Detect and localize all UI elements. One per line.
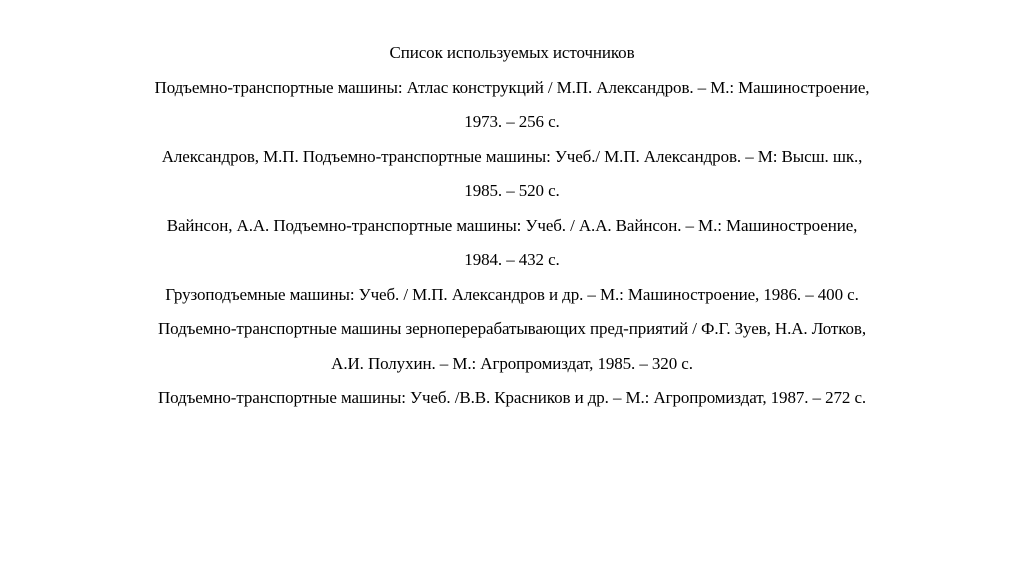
reference-line: А.И. Полухин. – М.: Агропромиздат, 1985. – 320 с. [331,353,693,373]
reference-line: 1984. – 432 с. [464,250,560,269]
reference-6 [60,381,964,416]
reference-line: 1985. – 520 с. [464,181,560,200]
page-title: Список используемых источников [389,43,635,62]
reference-1 [60,71,964,140]
reference-3 [60,209,964,278]
reference-2 [60,140,964,209]
reference-line: Вайнсон, А.А. Подъемно-транспортные машины: Учеб. / А.А. Вайнсон. – М.: Машиностроение, [166,215,858,235]
reference-line: Подъемно-транспортные машины: Учеб. /В.В. Красников и др. – М.: Агропромиздат, 1987. – 272 с. [157,388,867,407]
reference-line: Грузоподъемные машины: Учеб. / М.П. Александров и др. – М.: Машиностроение, 1986. – 400 с. [165,284,859,304]
reference-4 [60,278,964,313]
reference-5 [60,312,964,381]
reference-line: 1973. – 256 с. [464,112,560,131]
bibliography [60,36,964,416]
reference-line: Подъемно-транспортные машины: Атлас конструкций / М.П. Александров. – М.: Машиностроение, [154,77,870,97]
reference-line: Подъемно-транспортные машины зерноперерабатывающих пред-приятий / Ф.Г. Зуев, Н.А. Лотков, [158,319,866,338]
reference-line: Александров, М.П. Подъемно-транспортные машины: Учеб./ М.П. Александров. – М: Высш. шк., [161,146,863,166]
